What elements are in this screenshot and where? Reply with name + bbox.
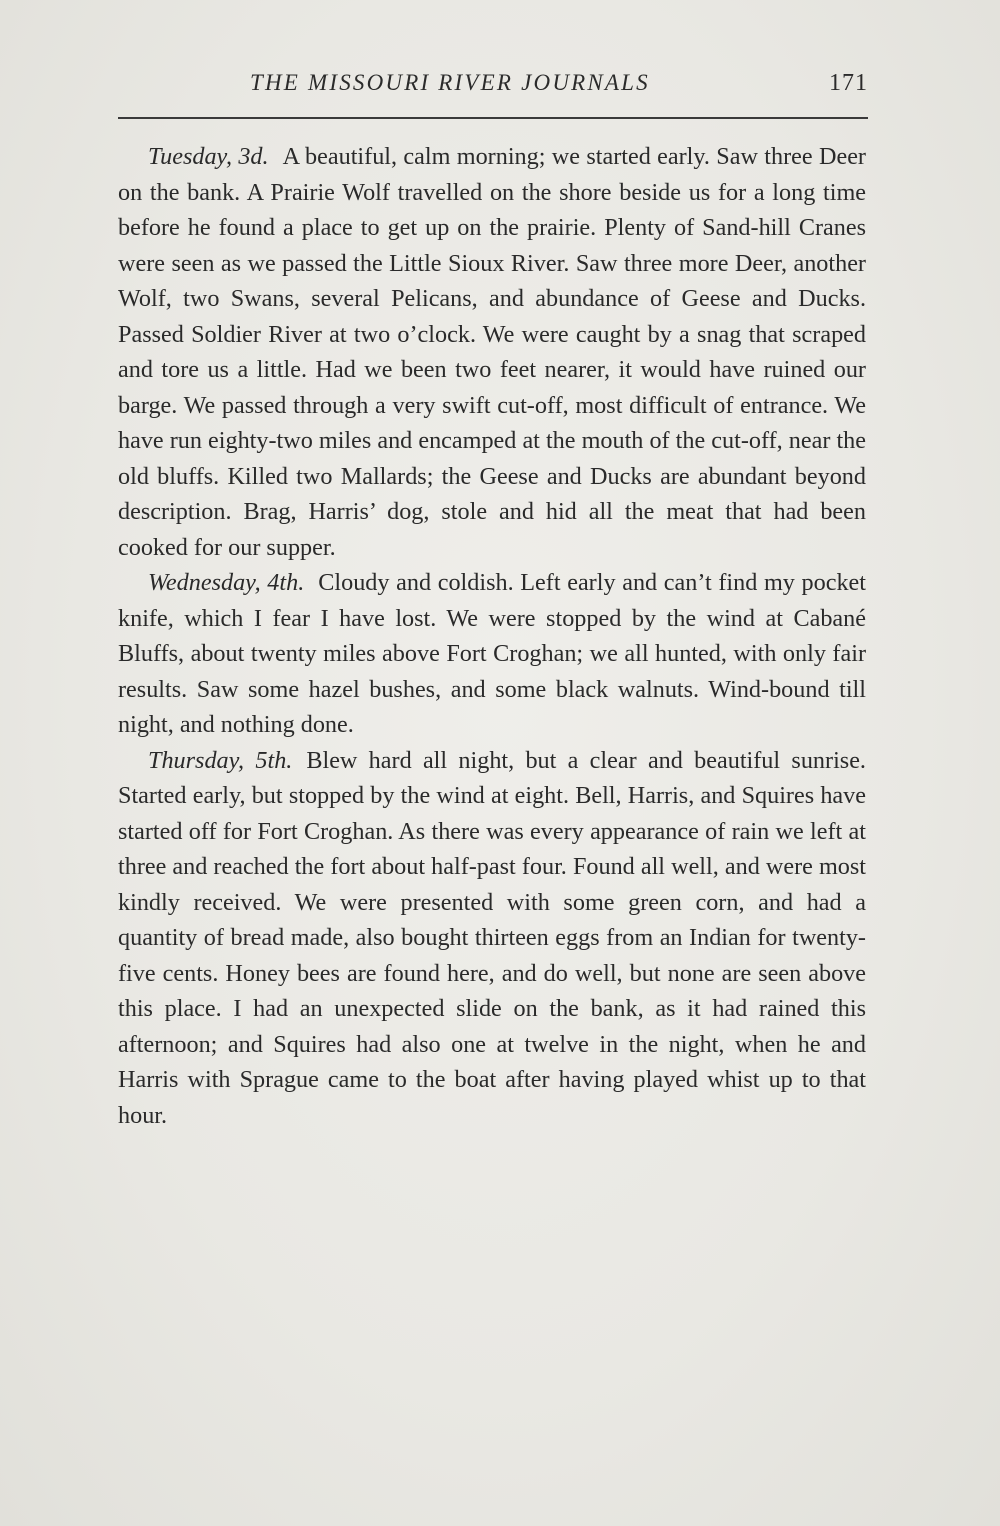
entry-text: Cloudy and coldish. Left early and can’t find my pocket knife, which I fear I have lost. We were stopped by the wind at Cabané Bluffs, about twenty miles above Fort Croghan; we all hunted, with only fair results. Saw some hazel bushes, and some black walnuts. Wind-bound till night, and nothing done.	[118, 569, 866, 738]
entry-date: Thursday, 5th.	[148, 746, 293, 774]
journal-entry-tuesday	[118, 139, 866, 565]
journal-entry-wednesday	[118, 565, 866, 743]
entry-text: A beautiful, calm morning; we started early. Saw three Deer on the bank. A Prairie Wolf travelled on the shore beside us for a long time before he found a place to get up on the prairie. Plenty of Sand-hill Cranes were seen as we passed the Little Sioux River. Saw three more Deer, another Wolf, two Swans, several Pelicans, and abundance of Geese and Ducks. Passed Soldier River at two o’clock. We were caught by a snag that scraped and tore us a little. Had we been two feet nearer, it would have ruined our barge. We passed through a very swift cut-off, most difficult of entrance. We have run eighty-two miles and encamped at the mouth of the cut-off, near the old bluffs. Killed two Mallards; the Geese and Ducks are abundant beyond description. Brag, Harris’ dog, stole and hid all the meat that had been cooked for our supper.	[118, 143, 866, 561]
journal-text	[118, 139, 866, 1133]
entry-date: Wednesday, 4th.	[148, 569, 305, 596]
journal-entry-thursday	[118, 743, 866, 1134]
entry-date: Tuesday, 3d.	[148, 143, 269, 170]
header-rule	[118, 117, 868, 119]
entry-text: Blew hard all night, but a clear and beautiful sunrise. Started early, but stopped by the wind at eight. Bell, Harris, and Squires have started off for Fort Croghan. As there was every appearance of rain we left at three and reached the fort about half-past four. Found all well, and were most kindly received. We were presented with some green corn, and had a quantity of bread made, also bought thirteen eggs from an Indian for twenty-five cents. Honey bees are found here, and do well, but none are seen above this place. I had an unexpected slide on the bank, as it had rained this afternoon; and Squires had also one at twelve in the night, when he and Harris with Sprague came to the boat after having played whist up to that hour.	[118, 746, 866, 1129]
running-header	[118, 70, 868, 106]
page-number: 171	[829, 70, 868, 96]
running-title: THE MISSOURI RIVER JOURNALS	[250, 70, 650, 95]
